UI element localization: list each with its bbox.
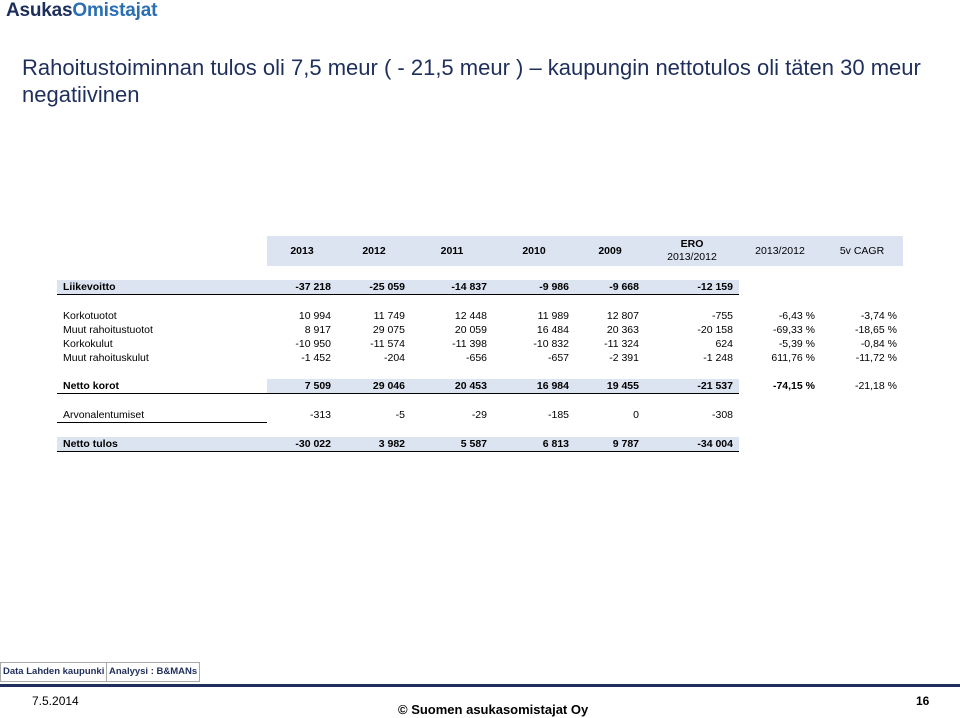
col-2010: 2010 [493, 236, 575, 266]
col-change: 2013/2012 [739, 236, 821, 266]
table-cell: -5 [395, 409, 405, 422]
table-cell: 11 989 [537, 310, 569, 322]
row-label: Liikevoitto [57, 280, 267, 295]
table-cell: 3 982 [337, 437, 411, 452]
table-cell: 29 046 [337, 379, 411, 394]
table-cell: 10 994 [298, 310, 331, 322]
footer-copyright: © Suomen asukasomistajat Oy [398, 702, 589, 717]
table-cell: -9 986 [493, 280, 575, 295]
table-cell: -3,74 % [860, 310, 897, 322]
table-cell: -74,15 % [772, 380, 815, 393]
table-cell: -204 [383, 352, 405, 364]
table-cell: -21 537 [645, 379, 739, 394]
table-row [57, 408, 903, 423]
table-cell: 29 075 [372, 324, 405, 336]
row-label: Muut rahoituskulut [63, 352, 149, 364]
table-cell: -11,72 % [855, 352, 897, 364]
row-label: Korkotuotot [63, 310, 117, 322]
table-cell: 20 059 [454, 324, 487, 336]
table-cell: -10 950 [295, 338, 331, 350]
page-title: Rahoitustoiminnan tulos oli 7,5 meur ( - 21,5 meur ) – kaupungin nettotulos oli täten 30 meur negatiivinen [22, 55, 921, 107]
table-row [57, 437, 903, 452]
table-cell: 0 [633, 409, 639, 422]
table-cell: -34 004 [645, 437, 739, 452]
table-cell: -14 837 [411, 280, 493, 295]
table-row [57, 337, 903, 351]
table-cell: 20 363 [606, 324, 639, 336]
table-cell: 7 509 [267, 379, 337, 394]
table-cell [739, 280, 821, 295]
row-label: Netto tulos [57, 437, 267, 452]
row-label: Muut rahoitustuotot [63, 324, 153, 336]
table-cell: -30 022 [267, 437, 337, 452]
table-cell [739, 408, 821, 423]
table-cell: 624 [715, 338, 733, 350]
col-ero-label: ERO [680, 238, 704, 250]
table-row [57, 309, 903, 323]
table-cell [739, 437, 821, 452]
table-cell: -11 574 [370, 338, 405, 350]
logo [6, 0, 157, 22]
col-ero-sub: 2013/2012 [667, 251, 717, 263]
col-ero [645, 236, 739, 266]
row-label: Arvonalentumiset [57, 408, 267, 423]
table-cell: 5 587 [411, 437, 493, 452]
table-cell: 611,76 % [771, 352, 815, 364]
table-row [57, 280, 903, 295]
table-cell: -657 [547, 352, 569, 364]
table-cell: 12 448 [454, 310, 487, 322]
financial-table [57, 236, 903, 452]
table-cell: -313 [309, 409, 331, 422]
table-cell: -10 832 [533, 338, 569, 350]
page-number: 16 [916, 694, 930, 708]
table-cell: 19 455 [575, 379, 645, 394]
table-cell: -25 059 [337, 280, 411, 295]
table-cell: -9 668 [575, 280, 645, 295]
table-cell: 16 484 [536, 324, 569, 336]
analysis-label: Analyysi : B&MANs [106, 662, 200, 682]
table-cell: 16 984 [493, 379, 575, 394]
table-cell: -11 398 [452, 338, 487, 350]
footer-date: 7.5.2014 [32, 694, 79, 708]
table-cell: 11 749 [373, 310, 405, 322]
table-cell [821, 280, 903, 295]
table-header-row [57, 236, 903, 266]
table-cell: -69,33 % [772, 324, 815, 336]
col-2011: 2011 [411, 236, 493, 266]
table-row [57, 323, 903, 337]
row-label: Korkokulut [63, 338, 113, 350]
table-cell: -185 [547, 409, 569, 422]
table-cell: 8 917 [304, 324, 331, 336]
footer-divider [0, 684, 960, 687]
table-cell: 20 453 [411, 379, 493, 394]
table-cell: -656 [465, 352, 487, 364]
table-cell: -12 159 [645, 280, 739, 295]
table-cell [821, 437, 903, 452]
table-cell: -29 [471, 409, 487, 422]
col-2009: 2009 [575, 236, 645, 266]
table-cell [821, 408, 903, 423]
table-cell: -20 158 [697, 324, 733, 336]
table-cell: -0,84 % [860, 338, 897, 350]
table-cell: 9 787 [575, 437, 645, 452]
table-cell: -755 [711, 310, 733, 322]
logo-part2: Omistajat [72, 0, 158, 21]
table-cell: 12 807 [606, 310, 639, 322]
table-cell: -11 324 [604, 338, 639, 350]
table-cell: 6 813 [493, 437, 575, 452]
table-cell: -21,18 % [854, 380, 897, 393]
table-cell: -1 248 [703, 352, 733, 364]
table-cell: -18,65 % [854, 324, 897, 336]
logo-part1: Asukas [6, 0, 73, 21]
table-cell: -1 452 [301, 352, 331, 364]
table-row [57, 351, 903, 365]
source-label: Data Lahden kaupunki [0, 662, 107, 682]
table-cell: -37 218 [267, 280, 337, 295]
table-cell: -308 [711, 409, 733, 422]
col-2012: 2012 [337, 236, 411, 266]
table-cell: -6,43 % [778, 310, 815, 322]
table-cell: -5,39 % [778, 338, 815, 350]
col-2013: 2013 [267, 236, 337, 266]
col-cagr: 5v CAGR [821, 236, 903, 266]
table-row [57, 379, 903, 394]
row-label: Netto korot [57, 379, 267, 394]
table-cell: -2 391 [609, 352, 639, 364]
